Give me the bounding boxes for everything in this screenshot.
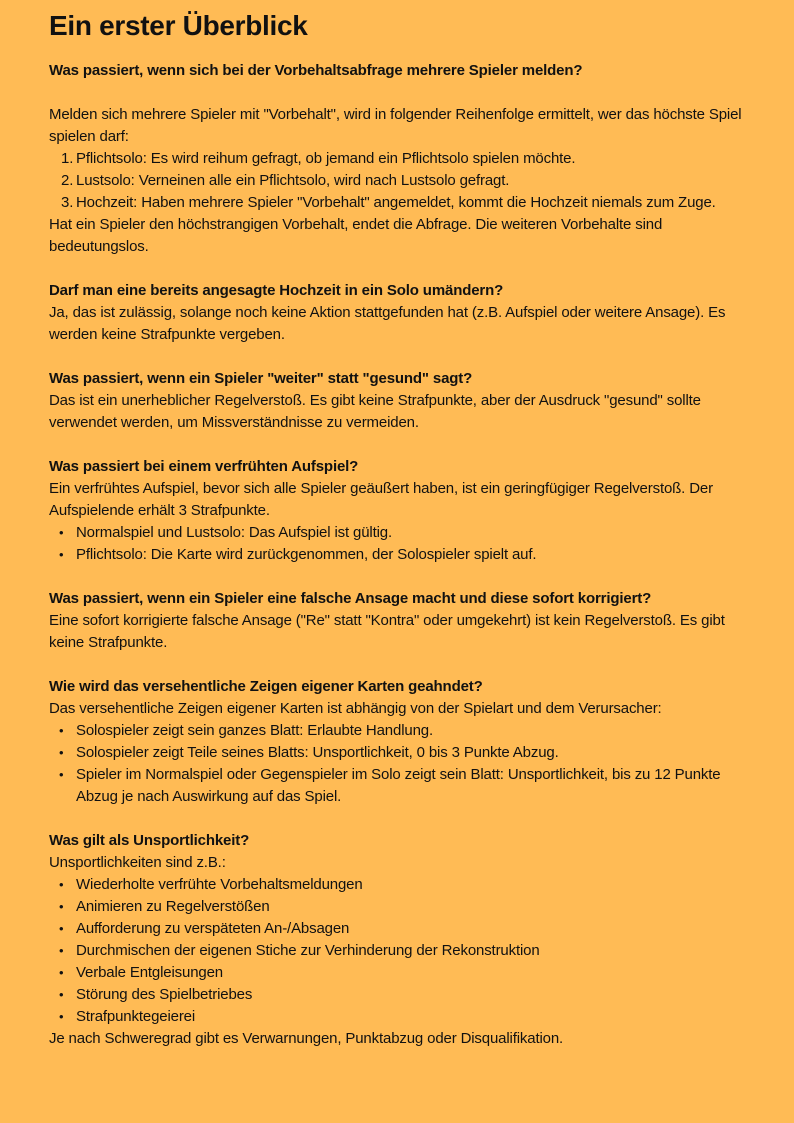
faq-question: Was passiert, wenn ein Spieler eine falsche Ansage macht und diese sofort korrigiert? — [49, 590, 652, 607]
faq-answer: Ein verfrühtes Aufspiel, bevor sich alle Spieler geäußert haben, ist ein geringfügiger Regelverstoß. Der Aufspielende erhält 3 Strafpunkte. — [49, 480, 713, 519]
faq-section-aufspiel — [49, 456, 745, 566]
faq-section-falsche-ansage — [49, 588, 745, 654]
list-item — [49, 896, 745, 918]
list-item — [49, 764, 745, 808]
list-item — [49, 984, 745, 1006]
bullet-icon: • — [59, 921, 64, 936]
list-item-text: Solospieler zeigt sein ganzes Blatt: Erlaubte Handlung. — [76, 722, 433, 739]
bullet-icon: • — [59, 899, 64, 914]
list-item-text: Lustsolo: Verneinen alle ein Pflichtsolo, wird nach Lustsolo gefragt. — [76, 172, 510, 189]
bullet-list — [49, 522, 745, 566]
faq-answer: Unsportlichkeiten sind z.B.: — [49, 854, 226, 871]
list-item — [49, 170, 745, 192]
bullet-icon: • — [59, 767, 64, 782]
faq-answer: Das versehentliche Zeigen eigener Karten ist abhängig von der Spielart und dem Verursacher: — [49, 700, 662, 717]
list-item-text: Solospieler zeigt Teile seines Blatts: Unsportlichkeit, 0 bis 3 Punkte Abzug. — [76, 744, 559, 761]
bullet-icon: • — [59, 547, 64, 562]
faq-question: Was passiert, wenn ein Spieler "weiter" statt "gesund" sagt? — [49, 370, 473, 387]
list-item — [49, 148, 745, 170]
list-item — [49, 918, 745, 940]
list-item — [49, 720, 745, 742]
faq-section-karten-zeigen — [49, 676, 745, 808]
list-item-text: Strafpunktegeierei — [76, 1008, 196, 1025]
list-number: 3. — [61, 194, 74, 211]
faq-outro: Je nach Schweregrad gibt es Verwarnungen, Punktabzug oder Disqualifikation. — [49, 1030, 564, 1047]
list-item-text: Wiederholte verfrühte Vorbehaltsmeldungen — [76, 876, 363, 893]
list-item-text: Animieren zu Regelverstößen — [76, 898, 270, 915]
list-item-text: Durchmischen der eigenen Stiche zur Verhinderung der Rekonstruktion — [76, 942, 540, 959]
faq-section-hochzeit — [49, 280, 745, 346]
priority-list — [49, 148, 745, 214]
list-item — [49, 544, 745, 566]
list-item-text: Hochzeit: Haben mehrere Spieler "Vorbehalt" angemeldet, kommt die Hochzeit niemals zum Zuge. — [76, 194, 716, 211]
list-item — [49, 192, 745, 214]
bullet-list — [49, 720, 745, 808]
faq-answer: Das ist ein unerheblicher Regelverstoß. Es gibt keine Strafpunkte, aber der Ausdruck "gesund" sollte verwendet werden, um Missverständnisse zu vermeiden. — [49, 392, 701, 431]
list-item-text: Spieler im Normalspiel oder Gegenspieler im Solo zeigt sein Blatt: Unsportlichkeit, bis zu 12 Punkte Abzug je nach Auswirkung auf das Spiel. — [76, 766, 721, 805]
bullet-icon: • — [59, 965, 64, 980]
list-item — [49, 1006, 745, 1028]
faq-question: Darf man eine bereits angesagte Hochzeit in ein Solo umändern? — [49, 282, 504, 299]
faq-question: Was passiert bei einem verfrühten Aufspiel? — [49, 458, 359, 475]
faq-answer: Melden sich mehrere Spieler mit "Vorbehalt", wird in folgender Reihenfolge ermittelt, wer das höchste Spiel spielen darf: — [49, 106, 742, 145]
list-item — [49, 742, 745, 764]
faq-question: Was gilt als Unsportlichkeit? — [49, 832, 250, 849]
list-number: 2. — [61, 172, 74, 189]
list-item — [49, 874, 745, 896]
list-number: 1. — [61, 150, 74, 167]
list-item — [49, 522, 745, 544]
faq-question: Wie wird das versehentliche Zeigen eigener Karten geahndet? — [49, 678, 483, 695]
list-item — [49, 962, 745, 984]
bullet-icon: • — [59, 943, 64, 958]
bullet-icon: • — [59, 1009, 64, 1024]
list-item — [49, 940, 745, 962]
bullet-icon: • — [59, 745, 64, 760]
bullet-icon: • — [59, 877, 64, 892]
faq-question: Was passiert, wenn sich bei der Vorbehaltsabfrage mehrere Spieler melden? — [49, 62, 583, 79]
bullet-icon: • — [59, 723, 64, 738]
list-item-text: Störung des Spielbetriebes — [76, 986, 253, 1003]
bullet-icon: • — [59, 987, 64, 1002]
page-title: Ein erster Überblick — [49, 10, 308, 41]
faq-section-vorbehalt — [49, 60, 745, 258]
list-item-text: Aufforderung zu verspäteten An-/Absagen — [76, 920, 350, 937]
faq-answer: Eine sofort korrigierte falsche Ansage ("Re" statt "Kontra" oder umgekehrt) ist kein Regelverstoß. Es gibt keine Strafpunkte. — [49, 612, 725, 651]
list-item-text: Pflichtsolo: Die Karte wird zurückgenommen, der Solospieler spielt auf. — [76, 546, 537, 563]
list-item-text: Verbale Entgleisungen — [76, 964, 223, 981]
list-item-text: Normalspiel und Lustsolo: Das Aufspiel ist gültig. — [76, 524, 392, 541]
faq-section-unsportlichkeit — [49, 830, 745, 1050]
bullet-icon: • — [59, 525, 64, 540]
bullet-list — [49, 874, 745, 1028]
faq-outro: Hat ein Spieler den höchstrangigen Vorbehalt, endet die Abfrage. Die weiteren Vorbehalte sind bedeutungslos. — [49, 216, 663, 255]
faq-section-weiter-gesund — [49, 368, 745, 434]
faq-answer: Ja, das ist zulässig, solange noch keine Aktion stattgefunden hat (z.B. Aufspiel oder weitere Ansage). Es werden keine Strafpunkte vergeben. — [49, 304, 726, 343]
list-item-text: Pflichtsolo: Es wird reihum gefragt, ob jemand ein Pflichtsolo spielen möchte. — [76, 150, 576, 167]
